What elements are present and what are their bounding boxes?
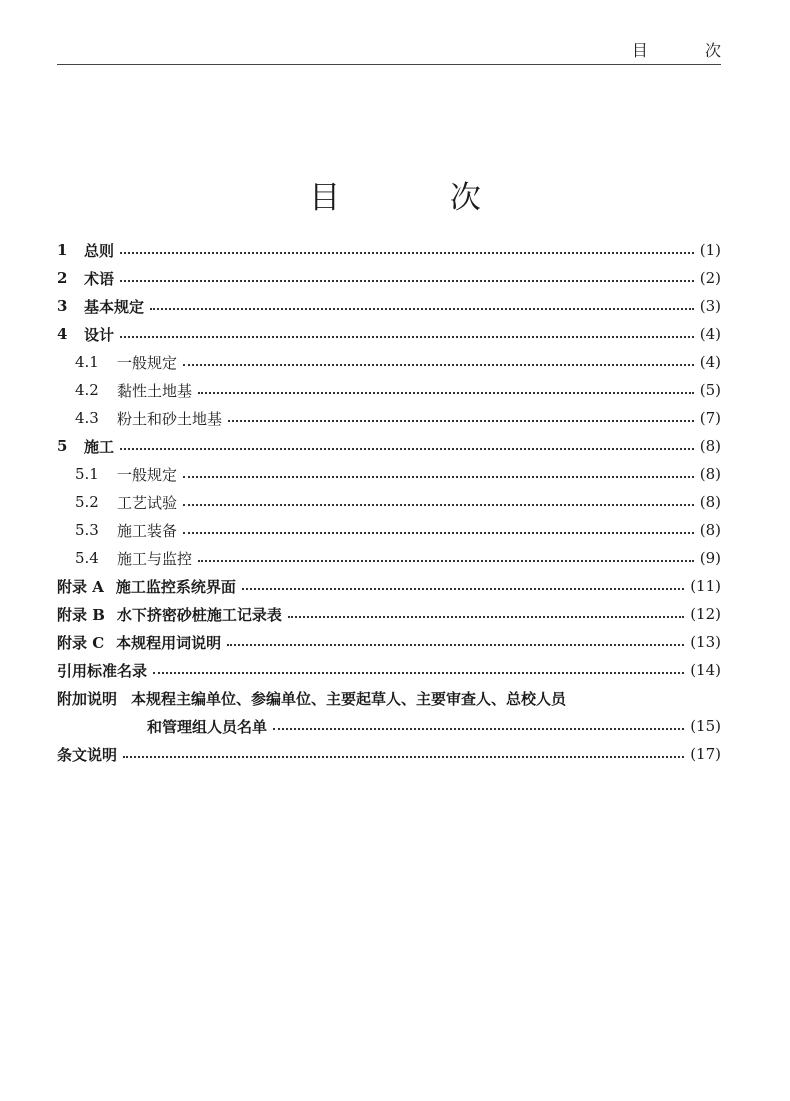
toc-page: (17) xyxy=(690,745,721,763)
toc-entry-5-1[interactable] xyxy=(57,460,721,488)
toc-entry-5-2[interactable] xyxy=(57,488,721,516)
toc-page: (12) xyxy=(690,605,721,623)
toc-number: 4.1 xyxy=(75,353,99,371)
dot-leader xyxy=(228,420,694,422)
dot-leader xyxy=(183,476,694,478)
toc-entry-4-3[interactable] xyxy=(57,404,721,432)
running-header xyxy=(57,36,747,65)
toc-page: (3) xyxy=(699,297,721,315)
toc-label: 施工与监控 xyxy=(117,549,193,568)
toc-label: 工艺试验 xyxy=(117,493,178,512)
toc-number: 1 xyxy=(57,241,68,259)
dot-leader xyxy=(150,308,694,310)
page-title: 目 次 xyxy=(309,180,531,216)
toc-entry-4-2[interactable] xyxy=(57,376,721,404)
toc-entry-4-1[interactable] xyxy=(57,348,721,376)
toc-page: (11) xyxy=(690,577,721,595)
toc-page: (2) xyxy=(699,269,721,287)
toc-entry-4[interactable] xyxy=(57,320,721,348)
toc-number: 5.2 xyxy=(75,493,99,511)
toc-page: (7) xyxy=(699,409,721,427)
toc-page: (5) xyxy=(699,381,721,399)
dot-leader xyxy=(120,448,694,450)
toc-entry-references[interactable] xyxy=(57,656,721,684)
dot-leader xyxy=(288,616,684,618)
toc-page: (13) xyxy=(690,633,721,651)
toc-label: 粉土和砂土地基 xyxy=(117,409,223,428)
toc-label: 基本规定 xyxy=(84,297,145,316)
toc-label: 黏性土地基 xyxy=(117,381,193,400)
toc-label-continued: 和管理组人员名单 xyxy=(147,717,268,736)
toc-number: 附录 B xyxy=(57,605,105,624)
toc-page: (8) xyxy=(699,521,721,539)
toc-number: 5.1 xyxy=(75,465,99,483)
toc-label: 一般规定 xyxy=(117,465,178,484)
toc-number: 附录 A xyxy=(57,577,104,596)
toc-number: 附录 C xyxy=(57,633,105,652)
toc-page: (8) xyxy=(699,437,721,455)
toc-entry-3[interactable] xyxy=(57,292,721,320)
dot-leader xyxy=(227,644,684,646)
dot-leader xyxy=(120,252,694,254)
toc-label: 施工 xyxy=(84,437,115,456)
dot-leader xyxy=(120,336,694,338)
toc-label: 施工装备 xyxy=(117,521,178,540)
dot-leader xyxy=(123,756,684,758)
dot-leader xyxy=(183,504,694,506)
toc-page: (1) xyxy=(699,241,721,259)
toc-number: 2 xyxy=(57,269,68,287)
toc-page: (14) xyxy=(690,661,721,679)
toc-entry-additional-notes-cont[interactable] xyxy=(57,712,721,740)
toc-label: 设计 xyxy=(84,325,115,344)
toc-label: 引用标准名录 xyxy=(57,661,148,680)
toc-entry-appendix-b[interactable] xyxy=(57,600,721,628)
dot-leader xyxy=(242,588,684,590)
dot-leader xyxy=(153,672,684,674)
dot-leader xyxy=(273,728,684,730)
toc-number: 4 xyxy=(57,325,68,343)
toc-label: 总则 xyxy=(84,241,115,260)
toc-entry-appendix-c[interactable] xyxy=(57,628,721,656)
toc-number: 4.2 xyxy=(75,381,99,399)
toc-entry-5-3[interactable] xyxy=(57,516,721,544)
toc-page: (8) xyxy=(699,465,721,483)
dot-leader xyxy=(198,560,694,562)
toc-number: 5 xyxy=(57,437,68,455)
toc-entry-5-4[interactable] xyxy=(57,544,721,572)
toc-label: 术语 xyxy=(84,269,115,288)
toc-entry-2[interactable] xyxy=(57,264,721,292)
toc-page: (8) xyxy=(699,493,721,511)
toc-page: (4) xyxy=(699,353,721,371)
dot-leader xyxy=(183,532,694,534)
dot-leader xyxy=(183,364,694,366)
toc-label: 本规程主编单位、参编单位、主要起草人、主要审查人、总校人员 xyxy=(131,689,567,708)
toc-number: 3 xyxy=(57,297,68,315)
toc-number: 5.4 xyxy=(75,549,99,567)
toc-label: 一般规定 xyxy=(117,353,178,372)
toc-entry-explanation[interactable] xyxy=(57,740,721,768)
toc-page: (4) xyxy=(699,325,721,343)
dot-leader xyxy=(198,392,694,394)
toc-label: 条文说明 xyxy=(57,745,118,764)
toc-entry-5[interactable] xyxy=(57,432,721,460)
toc-page: (15) xyxy=(690,717,721,735)
toc-label: 本规程用词说明 xyxy=(116,633,222,652)
toc-number: 5.3 xyxy=(75,521,99,539)
toc-label: 水下挤密砂桩施工记录表 xyxy=(116,605,282,624)
toc-entry-additional-notes[interactable] xyxy=(57,684,721,712)
toc-entry-appendix-a[interactable] xyxy=(57,572,721,600)
table-of-contents xyxy=(57,236,721,768)
toc-number: 附加说明 xyxy=(57,689,118,708)
toc-number: 4.3 xyxy=(75,409,99,427)
dot-leader xyxy=(120,280,694,282)
toc-entry-1[interactable] xyxy=(57,236,721,264)
toc-page: (9) xyxy=(699,549,721,567)
running-header-title: 目 次 xyxy=(631,41,747,60)
toc-label: 施工监控系统界面 xyxy=(115,577,236,596)
